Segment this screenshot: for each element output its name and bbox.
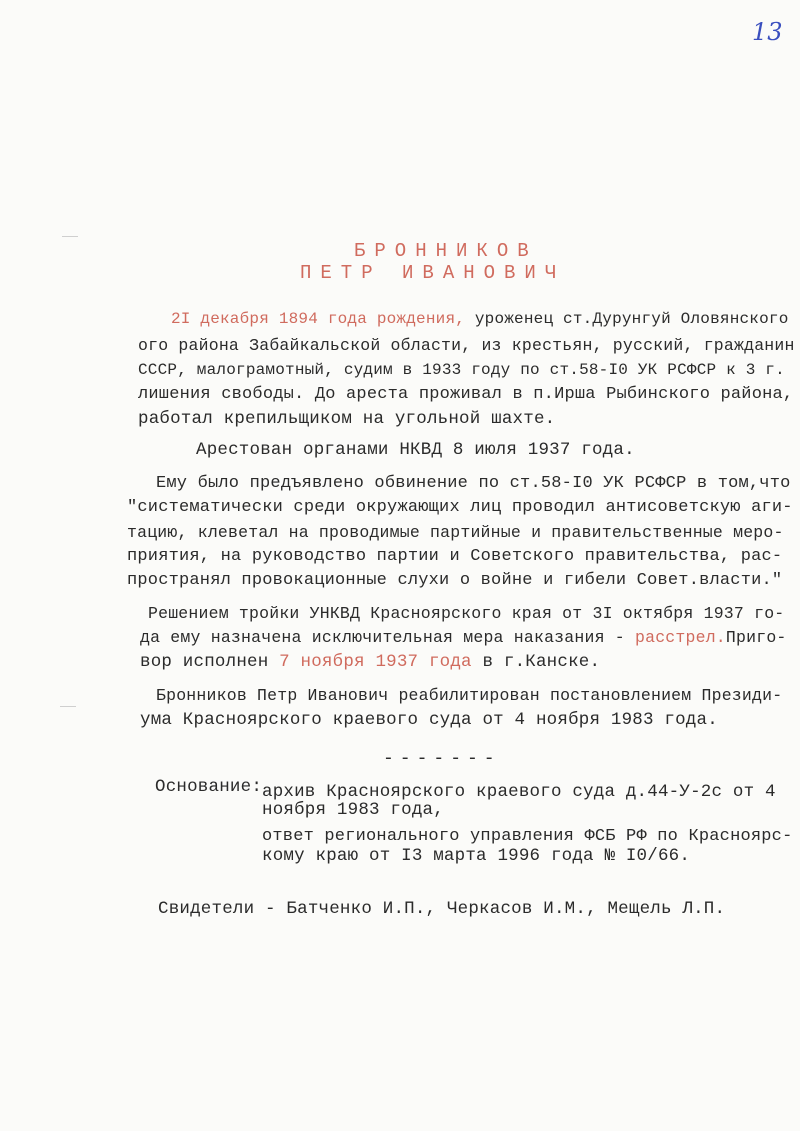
birth-date: 2I декабря 1894 года рождения, <box>171 310 466 328</box>
witnesses-line: Свидетели - Батченко И.П., Черкасов И.М., Мещель Л.П. <box>158 899 726 919</box>
sentence-line-1: Решением тройки УНКВД Красноярского края от 3I октября 1937 го- <box>148 604 785 623</box>
basis-item1-line2: ноября 1983 года, <box>262 800 444 820</box>
charge-line-3: тацию, клеветал на проводимые партийные и правительственные меро- <box>127 523 784 542</box>
bio-line-4: лишения свободы. До ареста проживал в п.Ирша Рыбинского района, <box>138 385 794 404</box>
sentence-line-3-after: в г.Канске. <box>471 652 601 672</box>
basis-label: Основание: <box>155 777 263 797</box>
execution-date: 7 ноября 1937 года <box>279 652 472 672</box>
page-number: 13 <box>752 18 783 46</box>
bio-line-1 <box>171 310 789 328</box>
sentence-line-2-before: да ему назначена исключительная мера наказания - <box>140 628 635 647</box>
rehab-line-2: ума Красноярского краевого суда от 4 ноября 1983 года. <box>140 710 718 730</box>
basis-item1-line1: архив Красноярского краевого суда д.44-У-2с от 4 <box>262 782 776 802</box>
title-surname: БРОННИКОВ <box>354 240 538 262</box>
sentence-line-3-before: вор исполнен <box>140 652 280 672</box>
sentence-line-2-after: Приго- <box>725 628 787 647</box>
charge-line-2: "систематически среди окружающих лиц проводил антисоветскую аги- <box>127 498 793 517</box>
charge-line-4: приятия, на руководство партии и Советского правительства, рас- <box>127 547 783 566</box>
arrest-line: Арестован органами НКВД 8 июля 1937 года. <box>196 440 635 460</box>
basis-item2-line1: ответ регионального управления ФСБ РФ по Красноярс- <box>262 827 793 846</box>
charge-line-1: Ему было предъявлено обвинение по ст.58-I0 УК РСФСР в том,что <box>156 474 791 493</box>
punch-mark-top <box>62 236 78 237</box>
execution-word: расстрел. <box>634 628 726 647</box>
separator-dashes: ------- <box>383 749 501 769</box>
bio-line-3: СССР, малограмотный, судим в 1933 году по ст.58-I0 УК РСФСР к 3 г. <box>138 361 785 379</box>
sentence-line-2 <box>140 628 787 647</box>
charge-line-5: пространял провокационные слухи о войне и гибели Совет.власти." <box>127 571 783 590</box>
sentence-line-3 <box>140 652 600 672</box>
punch-mark-bottom <box>60 706 76 707</box>
title-names: ПЕТР ИВАНОВИЧ <box>300 262 566 284</box>
bio-line-1-text: уроженец ст.Дурунгуй Оловянского <box>465 310 789 328</box>
basis-item2-line2: кому краю от I3 марта 1996 года № I0/66. <box>262 846 691 866</box>
bio-line-5: работал крепильщиком на угольной шахте. <box>138 409 556 429</box>
rehab-line-1: Бронников Петр Иванович реабилитирован постановлением Президи- <box>156 686 783 705</box>
bio-line-2: ого района Забайкальской области, из крестьян, русский, гражданин <box>138 336 795 355</box>
